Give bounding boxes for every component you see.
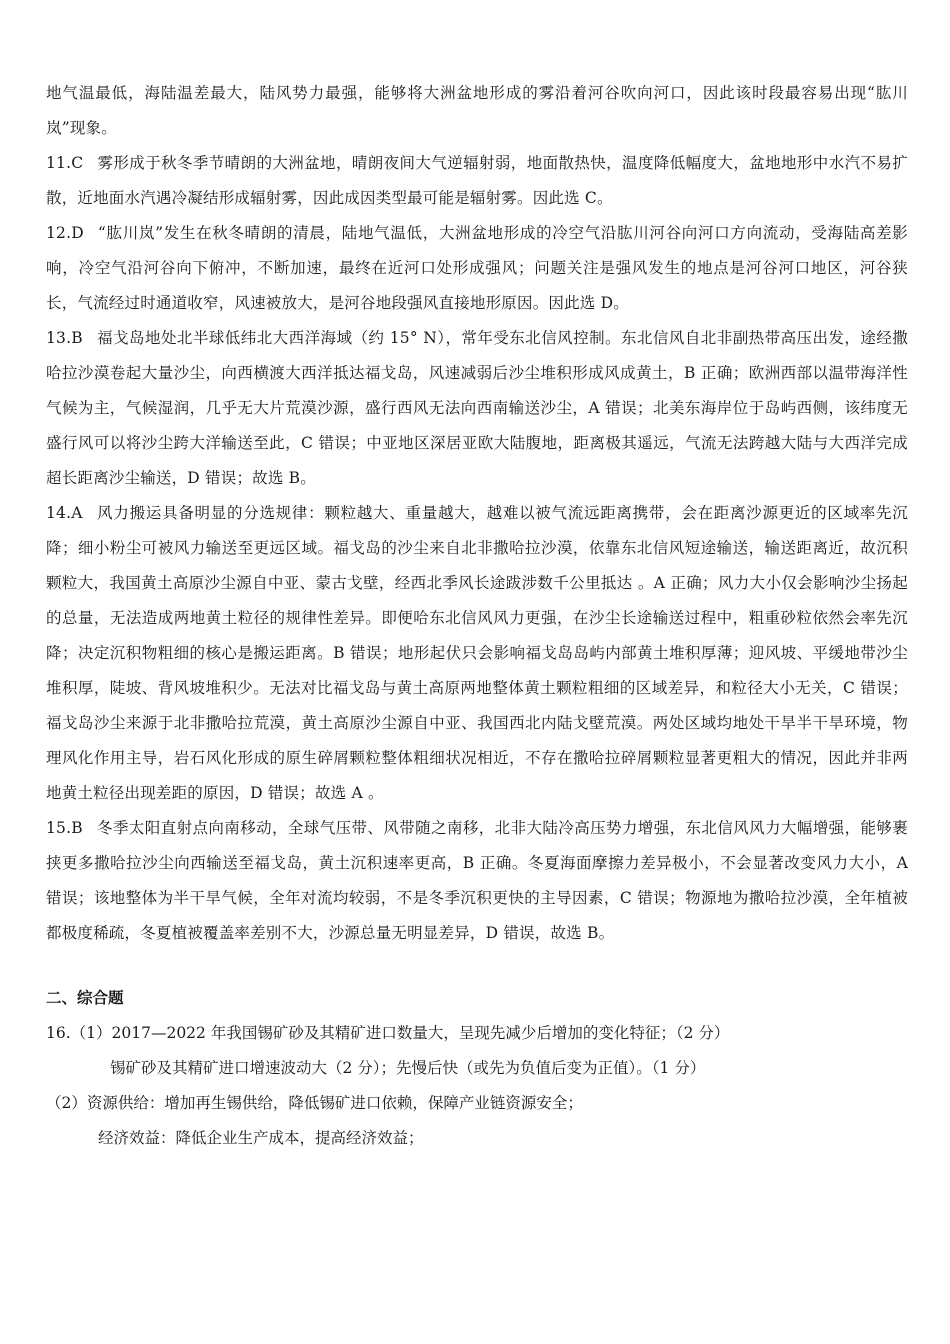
answer-number: 13.B — [46, 329, 83, 347]
answer-text: 风力搬运具备明显的分选规律：颗粒越大、重量越大，越难以被气流远距离携带，会在距离沙源更近的区域率先沉降；细小粉尘可被风力输送至更远区域。福戈岛的沙尘来自北非撒哈拉沙漠，依靠东北信风短途输送，输送距离近，故沉积颗粒大，我国黄土高原沙尘源自中亚、蒙古戈壁，经西北季风长途跋涉数千公里抵达 。A 正确；风力大小仅会影响沙尘扬起的总量，无法造成两地黄土粒径的规律性差异。即便哈东北信风风力更强，在沙尘长途输送过程中，粗重砂粒依然会率先沉降；决定沉积物粗细的核心是搬运距离。B 错误；地形起伏只会影响福戈岛岛屿内部黄土堆积厚薄；迎风坡、平缓地带沙尘堆积厚，陡坡、背风坡堆积少。无法对比福戈岛与黄土高原两地整体黄土颗粒粗细的区域差异，和粒径大小无关，C 错误；福戈岛沙尘来源于北非撒哈拉荒漠，黄土高原沙尘源自中亚、我国西北内陆戈壁荒漠。两处区域均地处干旱半干旱环境，物理风化作用主导，岩石风化形成的原生碎屑颗粒整体粗细状况相近，不存在撒哈拉碎屑颗粒显著更粗大的情况，因此并非两地黄土粒径出现差距的原因，D 错误；故选 A 。 — [46, 504, 908, 802]
answer-text: 冬季太阳直射点向南移动，全球气压带、风带随之南移，北非大陆冷高压势力增强，东北信风风力大幅增强，能够裹挟更多撒哈拉沙尘向西输送至福戈岛，黄土沉积速率更高，B 正确。冬夏海面摩擦力差异极小，不会显著改变风力大小，A 错误；该地整体为半干旱气候，全年对流均较弱，不是冬季沉积更快的主导因素，C 错误；物源地为撒哈拉沙漠，全年植被都极度稀疏，冬夏植被覆盖率差别不大，沙源总量无明显差异，D 错误，故选 B。 — [46, 819, 908, 942]
answer-14 — [46, 496, 908, 811]
answer-text: 雾形成于秋冬季节晴朗的大洲盆地，晴朗夜间大气逆辐射弱，地面散热快，温度降低幅度大，盆地地形中水汽不易扩散，近地面水汽遇冷凝结形成辐射雾，因此成因类型最可能是辐射雾。因此选 C。 — [46, 154, 908, 207]
answer-text: 福戈岛地处北半球低纬北大西洋海域（约 15° N），常年受东北信风控制。东北信风自北非副热带高压出发，途经撒哈拉沙漠卷起大量沙尘，向西横渡大西洋抵达福戈岛，风速减弱后沙尘堆积形成风成黄土，B 正确；欧洲西部以温带海洋性气候为主，气候湿润，几乎无大片荒漠沙源，盛行西风无法向西南输送沙尘，A 错误；北美东海岸位于岛屿西侧，该纬度无盛行风可以将沙尘跨大洋输送至此，C 错误；中亚地区深居亚欧大陆腹地，距离极其遥远，气流无法跨越大陆与大西洋完成超长距离沙尘输送，D 错误；故选 B。 — [46, 329, 908, 487]
answer-number: 11.C — [46, 154, 84, 172]
answer-11 — [46, 146, 908, 216]
section-title: 二、综合题 — [46, 989, 124, 1007]
answer-number: 14.A — [46, 504, 83, 522]
answer-number: 12.D — [46, 224, 84, 242]
answer-number: 15.B — [46, 819, 83, 837]
answer-text: “肱川岚”发生在秋冬晴朗的清晨，陆地气温低，大洲盆地形成的冷空气沿肱川河谷向河口方向流动，受海陆高差影响，冷空气沿河谷向下俯冲，不断加速，最终在近河口处形成强风；问题关注是强风发生的地点是河谷河口地区，河谷狭长，气流经过时通道收窄，风速被放大，是河谷地段强风直接地形原因。因此选 D。 — [46, 224, 908, 312]
answer-12 — [46, 216, 908, 321]
q16-line-3: （2）资源供给：增加再生锡供给，降低锡矿进口依赖，保障产业链资源安全； — [46, 1094, 583, 1112]
q16-line-4: 经济效益：降低企业生产成本，提高经济效益； — [98, 1129, 424, 1147]
top-paragraph: 地气温最低，海陆温差最大，陆风势力最强，能够将大洲盆地形成的雾沿着河谷吹向河口，因此该时段最容易出现“肱川岚”现象。 — [46, 84, 908, 137]
answer-13 — [46, 321, 908, 496]
q16-line-1: 16.（1）2017—2022 年我国锡矿砂及其精矿进口数量大，呈现先减少后增加的变化特征；（2 分） — [46, 1024, 730, 1042]
q16-line-2: 锡矿砂及其精矿进口增速波动大（2 分）；先慢后快（或先为负值后变为正值）。（1 分） — [110, 1059, 706, 1077]
answer-page — [46, 76, 908, 1156]
answer-15 — [46, 811, 908, 951]
